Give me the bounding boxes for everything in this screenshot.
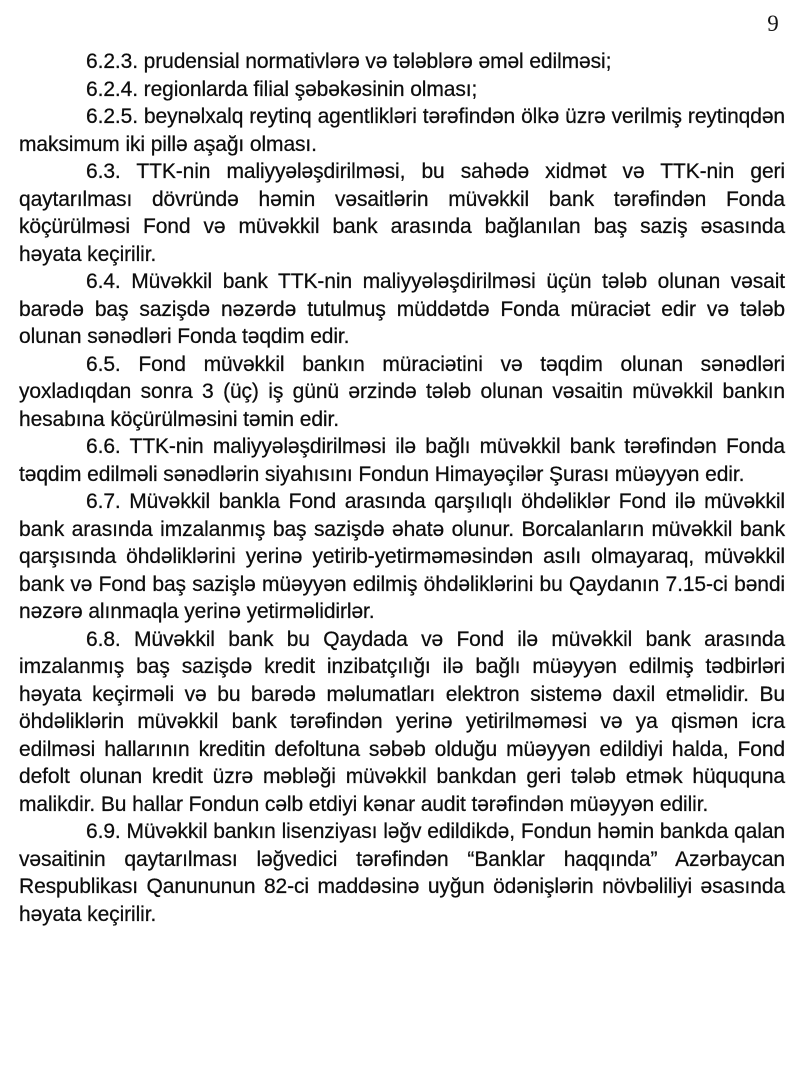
- paragraph-6-7: 6.7. Müvəkkil bankla Fond arasında qarşılıqlı öhdəliklər Fond ilə müvəkkil bank arasında imzalanmış baş sazişdə əhatə olunur. Borcalanların müvəkkil bank qarşısında öhdəliklərini yerinə yetirib-yetirməməsindən asılı olmayaraq, müvəkkil bank və Fond baş sazişlə müəyyən edilmiş öhdəliklərini bu Qaydanın 7.15-ci bəndi nəzərə alınmaqla yerinə yetirməlidirlər.: [19, 490, 785, 623]
- paragraph-6-2-3: 6.2.3. prudensial normativlərə və tələblərə əməl edilməsi;: [86, 50, 612, 73]
- paragraph-6-9: 6.9. Müvəkkil bankın lisenziyası ləğv edildikdə, Fondun həmin bankda qalan vəsaitinin qaytarılması ləğvedici tərəfindən “Banklar haqqında” Azərbaycan Respublikası Qanununun 82-ci maddəsinə uyğun ödənişlərin növbəliliyi əsasında həyata keçirilir.: [19, 820, 785, 926]
- document-body: [19, 48, 785, 928]
- paragraph-6-6: 6.6. TTK-nin maliyyələşdirilməsi ilə bağlı müvəkkil bank tərəfindən Fonda təqdim edilməli sənədlərin siyahısını Fondun Himayəçilər Şurası müəyyən edir.: [19, 435, 785, 486]
- paragraph-6-8: 6.8. Müvəkkil bank bu Qaydada və Fond ilə müvəkkil bank arasında imzalanmış baş sazişdə kredit inzibatçılığı ilə bağlı müəyyən edilmiş tədbirləri həyata keçirməli və bu barədə məlumatları elektron sistemə daxil etməlidir. Bu öhdəliklərin müvəkkil bank tərəfindən yerinə yetirilməməsi və ya qismən icra edilməsi hallarının kreditin defoltuna səbəb olduğu müəyyən edildiyi halda, Fond defolt olunan kredit üzrə məbləği müvəkkil bankdan geri tələb etmək hüququna malikdir. Bu hallar Fondun cəlb etdiyi kənar audit tərəfindən müəyyən edilir.: [19, 627, 785, 816]
- paragraph-6-3: 6.3. TTK-nin maliyyələşdirilməsi, bu sahədə xidmət və TTK-nin geri qaytarılması dövründə həmin vəsaitlərin müvəkkil bank tərəfindən Fonda köçürülməsi Fond və müvəkkil bank arasında bağlanılan baş saziş əsasında həyata keçirilir.: [19, 160, 785, 266]
- paragraph-6-2-5: 6.2.5. beynəlxalq reytinq agentlikləri tərəfindən ölkə üzrə verilmiş reytinqdən maksimum iki pillə aşağı olması.: [19, 105, 785, 156]
- page-number: 9: [767, 11, 779, 36]
- paragraph-6-2-4: 6.2.4. regionlarda filial şəbəkəsinin olması;: [86, 77, 478, 101]
- paragraph-6-4: 6.4. Müvəkkil bank TTK-nin maliyyələşdirilməsi üçün tələb olunan vəsait barədə baş sazişdə nəzərdə tutulmuş müddətdə Fonda müraciət edir və tələb olunan sənədləri Fonda təqdim edir.: [19, 270, 785, 348]
- paragraph-6-5: 6.5. Fond müvəkkil bankın müraciətini və təqdim olunan sənədləri yoxladıqdan sonra 3 (üç) iş günü ərzində tələb olunan vəsaitin müvəkkil bankın hesabına köçürülməsini təmin edir.: [19, 352, 785, 431]
